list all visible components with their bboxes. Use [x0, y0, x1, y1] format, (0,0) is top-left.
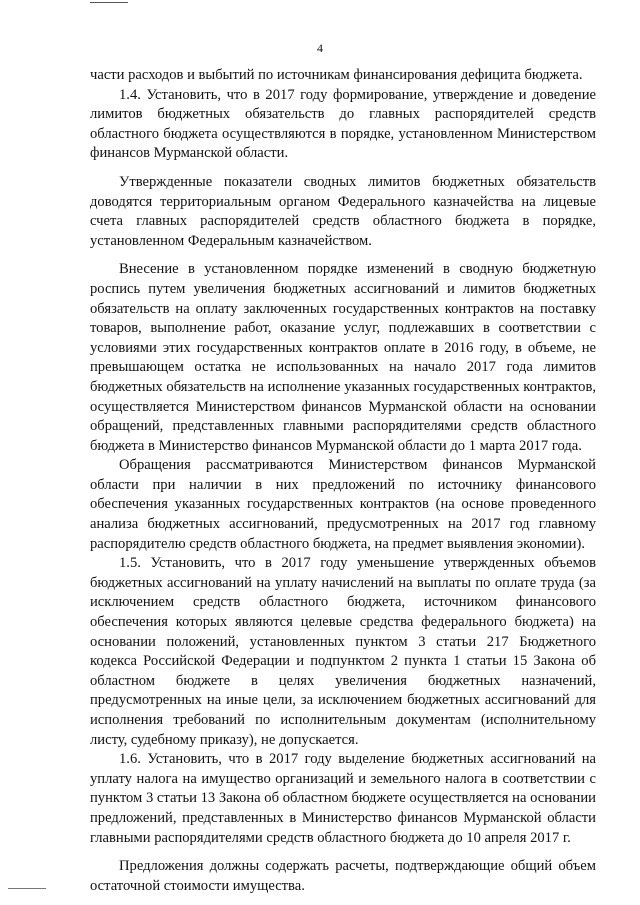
page-number: 4	[317, 41, 323, 55]
document-body	[90, 66, 596, 896]
footer-divider	[8, 888, 46, 889]
paragraph-2: 1.4. Установить, что в 2017 году формирование, утверждение и доведение лимитов бюджетных обязательств до главных распорядителей средств областного бюджета осуществляются в порядке, установленном Министерством финансов Мурманской области.	[90, 86, 596, 162]
top-divider	[90, 2, 128, 3]
paragraph-7: 1.6. Установить, что в 2017 году выделение бюджетных ассигнований на уплату налога на имущество организаций и земельного налога в соответствии с пунктом 3 статьи 13 Закона об областном бюджете осуществляется на основании предложений, представленных в Министерство финансов Мурманской области главными распорядителями средств областного бюджета до 10 апреля 2017 г.	[90, 751, 596, 846]
paragraph-5: Обращения рассматриваются Министерством финансов Мурманской области при наличии в них предложений по источнику финансового обеспечения указанных государственных контрактов (на основе проведенного анализа бюджетных ассигнований, предусмотренных на 2017 год главному распорядителю средств областного бюджета, на предмет выявления экономии).	[90, 457, 596, 552]
paragraph-8: Предложения должны содержать расчеты, подтверждающие общий объем остаточной стоимости имущества.	[90, 858, 596, 894]
paragraph-1: части расходов и выбытий по источникам финансирования дефицита бюджета.	[90, 67, 583, 83]
paragraph-6: 1.5. Установить, что в 2017 году уменьшение утвержденных объемов бюджетных ассигнований на уплату начислений на выплаты по оплате труда (за исключением средств областного бюджета, источником финансового обеспечения которых являются целевые средства федерального бюджета) на основании положений, установленных пунктом 3 статьи 217 Бюджетного кодекса Российской Федерации и подпунктом 2 пункта 1 статьи 15 Закона об областном бюджете в целях увеличения бюджетных назначений, предусмотренных на иные цели, за исключением бюджетных ассигнований для исполнения требований по исполнительным документам (исполнительному листу, судебному приказу), не допускается.	[90, 555, 596, 748]
paragraph-3: Утвержденные показатели сводных лимитов бюджетных обязательств доводятся территориальным органом Федерального казначейства на лицевые счета главных распорядителей средств областного бюджета в порядке, установленном Федеральным казначейством.	[90, 173, 596, 249]
paragraph-4: Внесение в установленном порядке изменений в сводную бюджетную роспись путем увеличения бюджетных ассигнований и лимитов бюджетных обязательств на оплату заключенных государственных контрактов на поставку товаров, выполнение работ, оказание услуг, подлежавших в соответствии с условиями этих государственных контрактов оплате в 2016 году, в объеме, не превышающем остатка не использованных на начало 2017 года лимитов бюджетных обязательств на исполнение указанных государственных контрактов, осуществляется Министерством финансов Мурманской области на основании обращений, представленных главными распорядителями средств областного бюджета в Министерство финансов Мурманской области до 1 марта 2017 года.	[90, 261, 596, 454]
